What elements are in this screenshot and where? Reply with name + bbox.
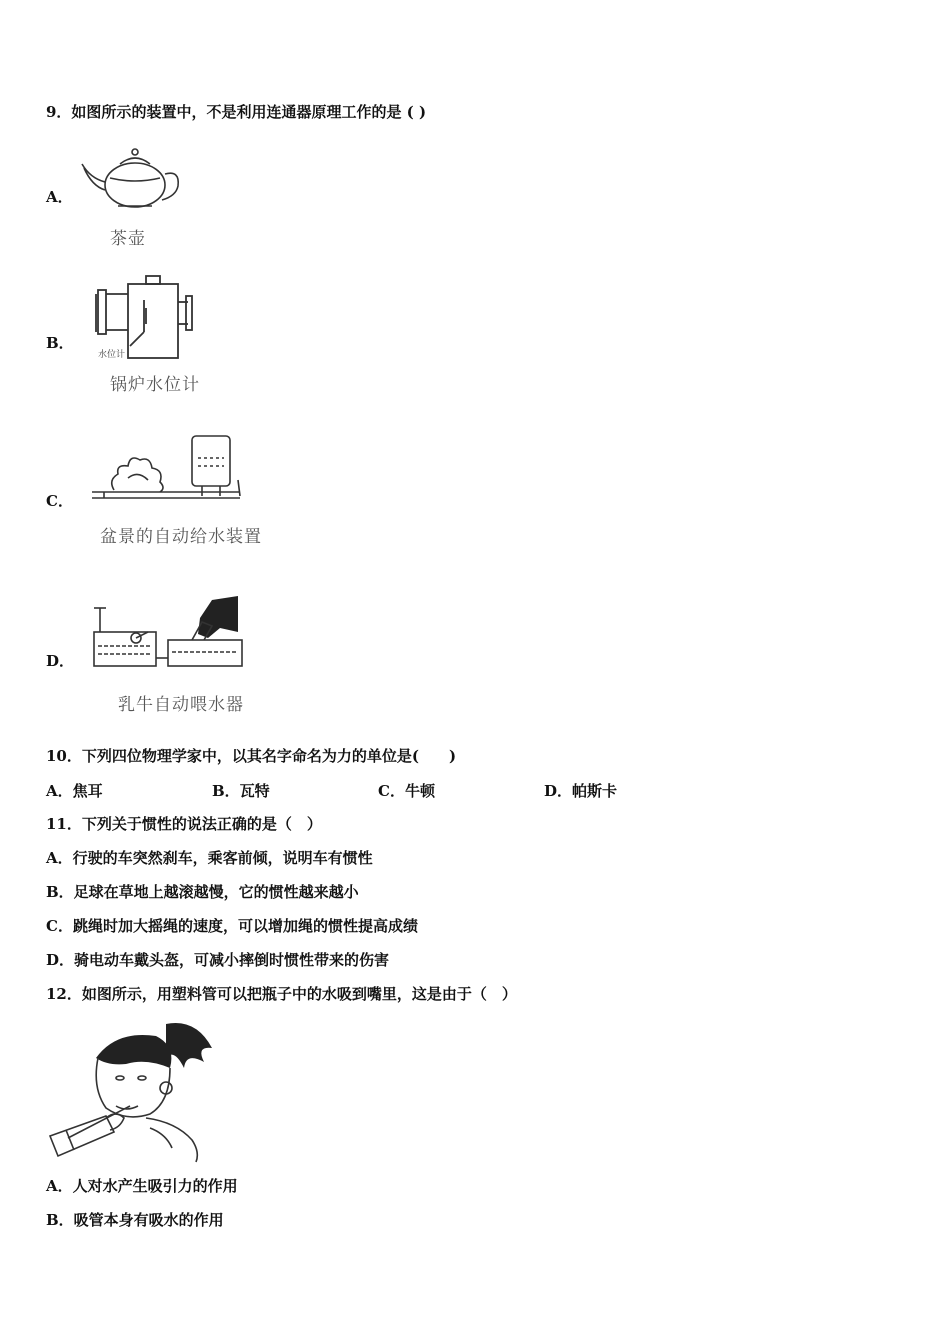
q11-stem: 11．下列关于惯性的说法正确的是（ ） (46, 815, 322, 833)
q9-option-c-letter: C． (46, 492, 73, 510)
cow-feeder-caption: 乳牛自动喂水器 (118, 695, 244, 715)
q12-option-a: A．人对水产生吸引力的作用 (46, 1177, 238, 1195)
q9-option-d-letter: D． (46, 652, 75, 670)
q10-option-c: C．牛顿 (378, 782, 435, 800)
q9-option-b-letter: B． (46, 334, 74, 352)
q10-options-row (46, 780, 686, 800)
teapot-caption: 茶壶 (110, 229, 146, 249)
boiler-gauge-inner-label: 水位计 (98, 350, 126, 360)
q11-option-d: D．骑电动车戴头盔，可减小摔倒时惯性带来的伤害 (46, 951, 390, 969)
q10-option-d: D．帕斯卡 (544, 782, 618, 800)
q9-option-a-letter: A． (46, 188, 73, 206)
bonsai-feeder-figure (90, 430, 250, 510)
q9-stem: 9．如图所示的装置中，不是利用连通器原理工作的是 ( ) (46, 103, 427, 121)
q10-stem: 10．下列四位物理学家中，以其名字命名为力的单位是( ) (46, 747, 457, 765)
q10-option-a: A．焦耳 (46, 782, 103, 800)
girl-straw-figure (46, 1018, 218, 1164)
q12-option-b: B．吸管本身有吸水的作用 (46, 1211, 224, 1229)
q12-stem: 12．如图所示，用塑料管可以把瓶子中的水吸到嘴里，这是由于（ ） (46, 985, 517, 1003)
teapot-figure (80, 140, 190, 220)
q11-option-b: B．足球在草地上越滚越慢，它的惯性越来越小 (46, 883, 359, 901)
q10-option-b: B．瓦特 (212, 782, 270, 800)
q11-option-c: C．跳绳时加大摇绳的速度，可以增加绳的惯性提高成绩 (46, 917, 418, 935)
boiler-gauge-caption: 锅炉水位计 (110, 375, 200, 395)
q11-option-a: A．行驶的车突然刹车，乘客前倾，说明车有惯性 (46, 849, 373, 867)
bonsai-feeder-caption: 盆景的自动给水装置 (100, 527, 262, 547)
cow-feeder-figure (88, 592, 248, 676)
